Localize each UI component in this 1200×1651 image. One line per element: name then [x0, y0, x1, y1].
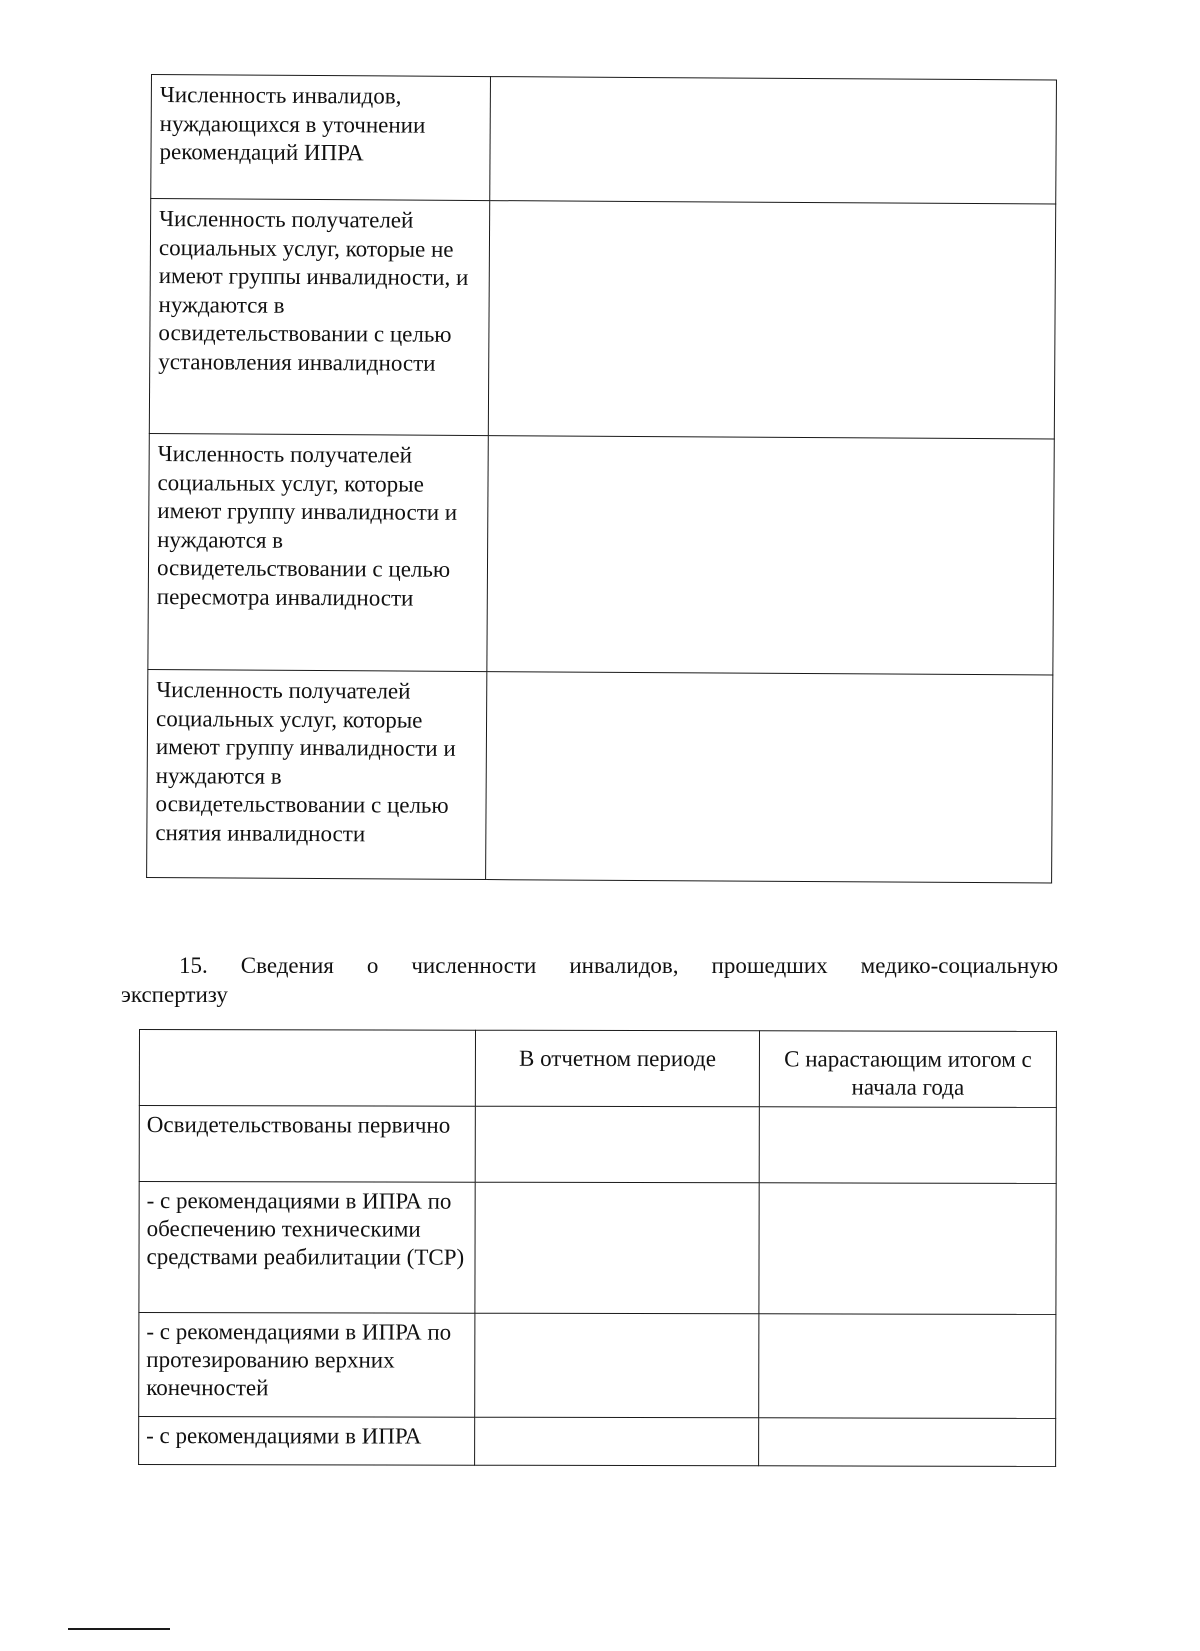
- row-value-cell[interactable]: [488, 201, 1056, 439]
- header-cell-empty: [139, 1030, 475, 1107]
- table-header-row: [139, 1030, 1056, 1108]
- row-value-cell[interactable]: [489, 77, 1056, 204]
- table-row: [147, 669, 1053, 883]
- medical-expertise-table: [138, 1029, 1057, 1467]
- table-row: [139, 1313, 1056, 1419]
- period-value-cell[interactable]: [475, 1313, 759, 1418]
- row-label: Численность инвалидов, нуждающихся в уточнении рекомендаций ИПРА: [151, 75, 490, 201]
- row-label: - с рекомендациями в ИПРА по обеспечению техническими средствами реабилитации (ТСР): [139, 1182, 475, 1314]
- footnote-separator: [68, 1628, 170, 1630]
- cumulative-value-cell[interactable]: [759, 1107, 1056, 1184]
- period-value-cell[interactable]: [475, 1182, 759, 1314]
- table-row: [148, 433, 1054, 675]
- section-heading-line-2: экспертизу: [121, 982, 228, 1007]
- row-label: - с рекомендациями в ИПРА: [139, 1417, 475, 1466]
- row-label: Численность получателей социальных услуг, которые не имеют группы инвалидности, и нуждаются в освидетельствовании с целью установления инвалидности: [149, 199, 489, 436]
- row-value-cell[interactable]: [487, 436, 1055, 675]
- section-15-heading: [121, 951, 1058, 1009]
- table-row: [139, 1417, 1056, 1467]
- section-heading-line-1: 15. Сведения о численности инвалидов, прошедших медико-социальную: [179, 953, 1058, 978]
- period-value-cell[interactable]: [475, 1106, 759, 1183]
- row-value-cell[interactable]: [485, 672, 1053, 883]
- table-row: [151, 75, 1057, 205]
- header-cell-period: В отчетном периоде: [475, 1030, 759, 1107]
- table-row: [139, 1182, 1056, 1315]
- row-label: - с рекомендациями в ИПРА по протезированию верхних конечностей: [139, 1313, 475, 1418]
- cumulative-value-cell[interactable]: [759, 1183, 1056, 1315]
- row-label: Численность получателей социальных услуг, которые имеют группу инвалидности и нуждаются в освидетельствовании с целью пересмотра инвалидности: [148, 433, 488, 671]
- row-label: Численность получателей социальных услуг, которые имеют группу инвалидности и нуждаются в освидетельствовании с целью снятия инвалидности: [147, 669, 487, 879]
- cumulative-value-cell[interactable]: [759, 1418, 1056, 1467]
- header-cell-cumulative: С нарастающим итогом с начала года: [759, 1031, 1056, 1108]
- cumulative-value-cell[interactable]: [759, 1314, 1056, 1419]
- disability-needs-table: [146, 74, 1057, 884]
- period-value-cell[interactable]: [475, 1417, 759, 1466]
- table-row: [139, 1106, 1056, 1184]
- table-row: [149, 199, 1055, 440]
- row-label: Освидетельствованы первично: [139, 1106, 475, 1183]
